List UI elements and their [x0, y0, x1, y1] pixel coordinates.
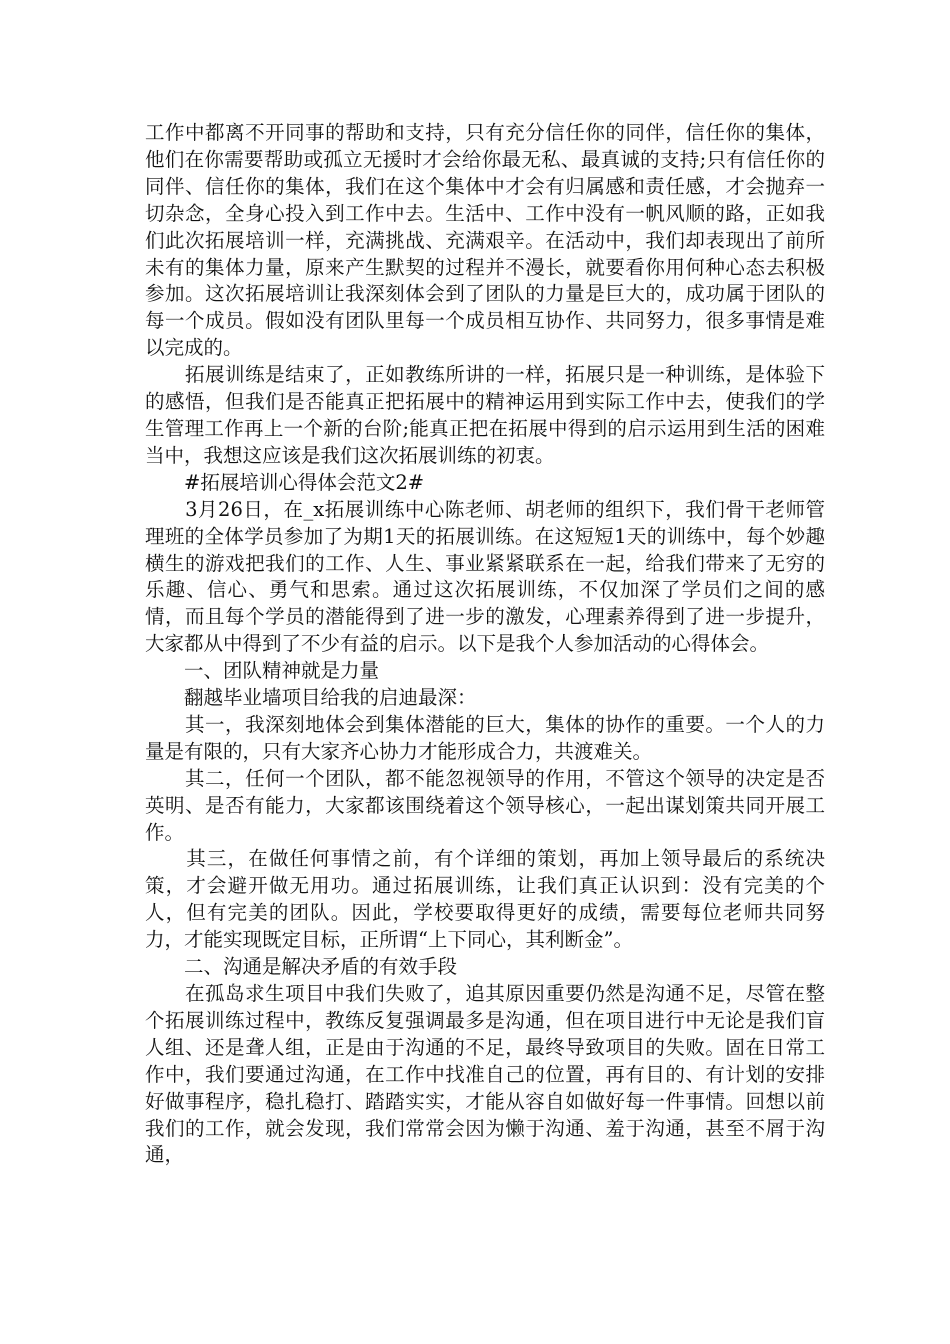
paragraph-second-point: 其二，任何一个团队，都不能忽视领导的作用，不管这个领导的决定是否英明、是否有能力，大家都该围绕着这个领导核心，一起出谋划策共同开展工作。 [145, 766, 825, 844]
paragraph-training-end: 拓展训练是结束了，正如教练所讲的一样，拓展只是一种训练，是体验下的感悟，但我们是否能真正把拓展中的精神运用到实际工作中去，使我们的学生管理工作再上一个新的台阶;能真正把在拓展中得到的启示运用到生活的困难当中，我想这应该是我们这次拓展训练的初衷。 [145, 363, 825, 467]
paragraph-first-point: 其一，我深刻地体会到集体潜能的巨大，集体的协作的重要。一个人的力量是有限的，只有大家齐心协力才能形成合力，共渡难关。 [145, 712, 825, 763]
heading-team-spirit: 一、团队精神就是力量 [145, 659, 380, 683]
paragraph-third-point: 其三，在做任何事情之前，有个详细的策划，再加上领导最后的系统决策，才会避开做无用功。通过拓展训练，让我们真正认识到：没有完美的个人，但有完美的团队。因此，学校要取得更好的成绩，需要每位老师共同努力，才能实现既定目标，正所谓“上下同心，其利断金”。 [145, 847, 825, 952]
paragraph-march-26: 3月26日，在_x拓展训练中心陈老师、胡老师的组织下，我们骨干老师管理班的全体学员参加了为期1天的拓展训练。在这短短1天的训练中，每个妙趣横生的游戏把我们的工作、人生、事业紧紧联系在一起，给我们带来了无穷的乐趣、信心、勇气和思索。通过这次拓展训练，不仅加深了学员们之间的感情，而且每个学员的潜能得到了进一步的激发，心理素养得到了进一步提升，大家都从中得到了不少有益的启示。以下是我个人参加活动的心得体会。 [145, 497, 825, 656]
document-body [145, 120, 825, 1169]
paragraph-island-survival: 在孤岛求生项目中我们失败了，追其原因重要仍然是沟通不足，尽管在整个拓展训练过程中，教练反复强调最多是沟通，但在项目进行中无论是我们盲人组、还是聋人组，正是由于沟通的不足，最终导致项目的失败。固在日常工作中，我们要通过沟通，在工作中找准自己的位置，再有目的、有计划的安排好做事程序，稳扎稳打、踏踏实实，才能从容自如做好每一件事情。回想以前我们的工作，就会发现，我们常常会因为懒于沟通、羞于沟通，甚至不屑于沟通， [145, 982, 825, 1167]
paragraph-team-trust: 工作中都离不开同事的帮助和支持，只有充分信任你的同伴，信任你的集体，他们在你需要帮助或孤立无援时才会给你最无私、最真诚的支持;只有信任你的同伴、信任你的集体，我们在这个集体中才会有归属感和责任感，才会抛弃一切杂念，全身心投入到工作中去。生活中、工作中没有一帆风顺的路，正如我们此次拓展培训一样，充满挑战、充满艰辛。在活动中，我们却表现出了前所未有的集体力量，原来产生默契的过程并不漫长，就要看你用何种心态去积极参加。这次拓展培训让我深刻体会到了团队的力量是巨大的，成功属于团队的每一个成员。假如没有团队里每一个成员相互协作、共同努力，很多事情是难以完成的。 [145, 121, 825, 360]
paragraph-graduation-wall: 翻越毕业墙项目给我的启迪最深： [145, 686, 477, 710]
section-title-sample-2: #拓展培训心得体会范文2# [145, 470, 425, 494]
heading-communication: 二、沟通是解决矛盾的有效手段 [145, 955, 458, 979]
